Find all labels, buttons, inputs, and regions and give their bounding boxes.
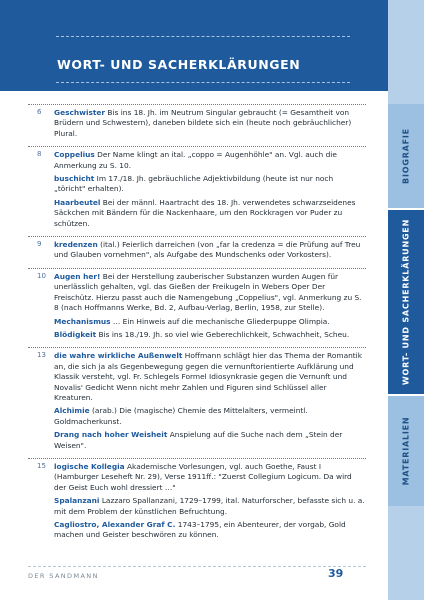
book-title: DER SANDMANN xyxy=(28,572,99,580)
glossary-explanation: Bei der männl. Haartracht des 18. Jh. verwendetes schwarzseidenes Säckchen mit Bändern für die Nackenhaare, um den Rockkragen vor Puder zu schützen. xyxy=(54,197,356,228)
glossary-entry xyxy=(28,236,366,261)
line-number: 9 xyxy=(37,240,42,249)
glossary-term: Coppelius xyxy=(54,150,95,160)
glossary-entry xyxy=(28,104,366,139)
glossary-item xyxy=(54,108,366,139)
glossary-explanation: Im 17./18. Jh. gebräuchliche Adjektivbildung (heute ist nur noch „töricht" erhalten). xyxy=(54,174,334,194)
page-number: 39 xyxy=(328,567,344,580)
glossary-term: die wahre wirkliche Außenwelt xyxy=(54,351,183,361)
glossary-item xyxy=(54,430,366,451)
glossary-term: Blödigkeit xyxy=(54,329,97,339)
tab-wort-und-sacherklaerungen[interactable] xyxy=(388,210,424,394)
tab-biografie-label: BIOGRAFIE xyxy=(401,128,411,184)
line-number: 8 xyxy=(37,150,42,159)
glossary-list xyxy=(28,104,366,548)
line-number: 13 xyxy=(37,351,46,360)
tab-wort-label: WORT- UND SACHERKLÄRUNGEN xyxy=(401,218,411,386)
glossary-explanation: Lazzaro Spallanzani, 1729–1799, ital. Naturforscher, befasste sich u. a. mit dem Problem der künstlichen Befruchtung. xyxy=(54,496,365,516)
tab-materialien-label: MATERIALIEN xyxy=(401,416,411,486)
glossary-term: Haarbeutel xyxy=(54,197,101,207)
glossary-item xyxy=(54,462,366,493)
glossary-explanation: Der Name klingt an ital. „coppo = Augenhöhle" an. Vgl. auch die Anmerkung zu S. 10. xyxy=(54,150,337,170)
glossary-item xyxy=(54,496,366,517)
glossary-explanation: 1743–1795, ein Abenteurer, der vorgab, Gold machen und Geister beschwören zu können. xyxy=(54,520,346,540)
glossary-item xyxy=(54,406,366,427)
header-dashed-rule-top xyxy=(56,36,350,37)
header-dashed-rule-bottom xyxy=(56,82,350,83)
glossary-explanation: Bis ins 18./19. Jh. so viel wie Geberechlichkeit, Schwachheit, Scheu. xyxy=(96,329,350,339)
glossary-item xyxy=(54,317,366,327)
page-header xyxy=(0,0,388,91)
section-title: WORT- UND SACHERKLÄRUNGEN xyxy=(57,57,301,72)
glossary-explanation: (ital.) Feierlich darreichen (von „far la credenza = die Prüfung auf Treu und Glauben vornehmen", als Aufgabe des Mundschenks oder Vorkosters). xyxy=(54,240,361,260)
glossary-explanation: Akademische Vorlesungen, vgl. auch Goethe, Faust I (Hamburger Leseheft Nr. 29), Verse 1911ff.: "Zuerst Collegium Logicum. Da wird der Geist Euch wohl dressiert …" xyxy=(54,461,352,492)
glossary-term: Cagliostro, Alexander Graf C. xyxy=(54,520,176,529)
glossary-term: kredenzen xyxy=(54,240,98,250)
glossary-entry xyxy=(28,146,366,229)
glossary-explanation: … Ein Hinweis auf die mechanische Gliederpuppe Olimpia. xyxy=(110,316,330,326)
glossary-term: Spalanzani xyxy=(54,496,100,506)
glossary-term: Alchimie xyxy=(54,406,90,416)
glossary-explanation: Hoffmann schlägt hier das Thema der Romantik an, die sich ja als Gegenbewegung gegen die vernunftorientierte Aufklärung und Klassik versteht, vgl. Fr. Schlegels Formel Idiosynkrasie gegen die Vernunft und Novalis' Gedicht Wenn nicht mehr Zahlen und Figuren sind Schlüssel aller Kreaturen. xyxy=(54,351,363,402)
glossary-explanation: (arab.) Die (magische) Chemie des Mittelalters, vermeintl. Goldmacherkunst. xyxy=(54,406,308,426)
glossary-item xyxy=(54,351,366,403)
tab-biografie[interactable] xyxy=(388,104,424,208)
glossary-entry xyxy=(28,347,366,451)
line-number: 6 xyxy=(37,108,42,116)
glossary-item xyxy=(54,520,366,541)
glossary-explanation: Anspielung auf die Suche nach dem „Stein der Weisen". xyxy=(54,430,343,450)
tab-materialien[interactable] xyxy=(388,396,424,506)
glossary-item xyxy=(54,150,366,171)
glossary-item xyxy=(54,240,366,261)
glossary-item xyxy=(54,330,366,340)
glossary-term: logische Kollegia xyxy=(54,461,125,471)
line-number: 10 xyxy=(37,271,46,280)
glossary-entry xyxy=(28,268,366,340)
glossary-entry xyxy=(28,458,366,541)
glossary-term: Drang nach hoher Weisheit xyxy=(54,430,168,440)
glossary-explanation: Bis ins 18. Jh. im Neutrum Singular gebraucht (= Gesamtheit von Brüdern und Schwestern), daneben bildete sich ein (heute noch gebräuchlicher) Plural. xyxy=(54,108,352,138)
line-number: 15 xyxy=(37,461,46,470)
glossary-item xyxy=(54,198,366,229)
glossary-term: Geschwister xyxy=(54,108,106,117)
glossary-term: Mechanismus xyxy=(54,316,111,326)
glossary-item xyxy=(54,272,366,314)
glossary-term: Augen her! xyxy=(54,271,101,281)
footer-rule xyxy=(28,566,366,567)
glossary-item xyxy=(54,174,366,195)
glossary-explanation: Bei der Herstellung zauberischer Substanzen wurden Augen für unerlässlich gehalten, vgl. das Gießen der Freikugeln in Webers Oper Der Freischütz. Hierzu passt auch die Namengebung „Coppelius", vgl. Anmerkung zu S. 8 (nach Hoffmanns Werke, Bd. 2, Aufbau-Verlag, Berlin, 1958, zur Stelle). xyxy=(54,271,362,313)
glossary-term: buschicht xyxy=(54,174,95,184)
